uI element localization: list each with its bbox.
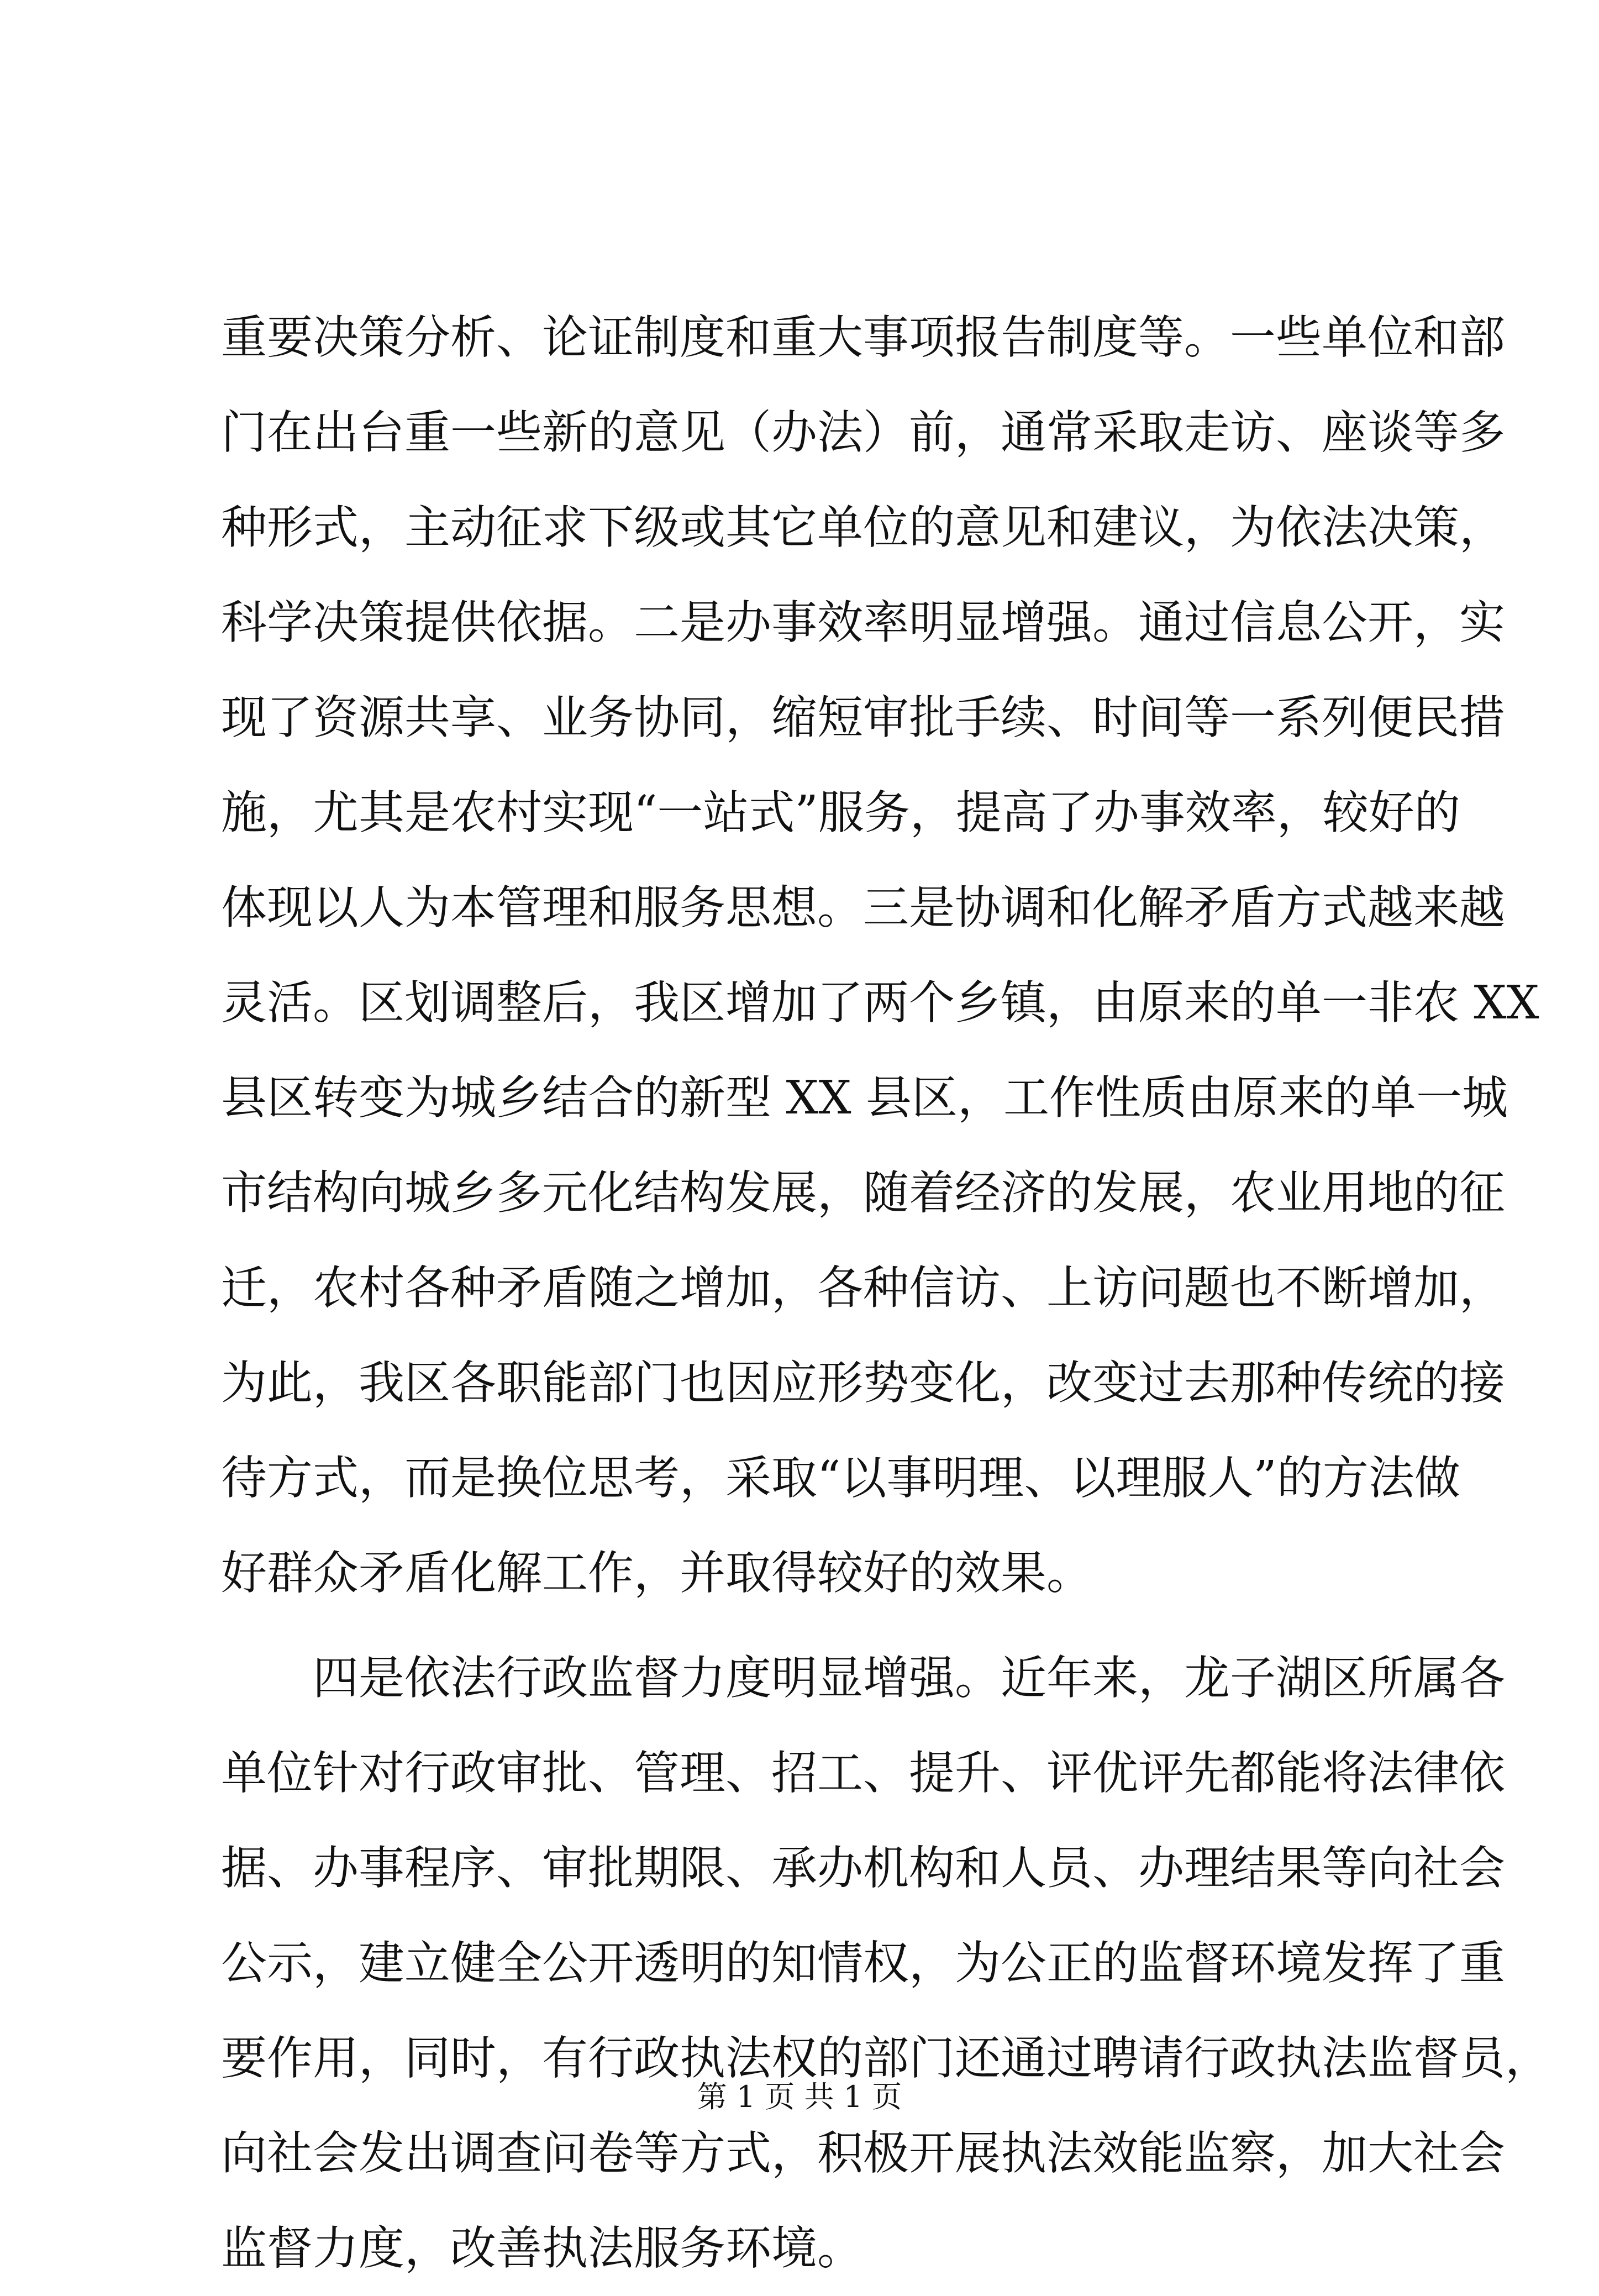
text-line: 门在出台重一些新的意见（办法）前，通常采取走访、座谈等多 bbox=[221, 406, 1505, 459]
page-number: 第 1 页 共 1 页 bbox=[697, 2079, 902, 2114]
text-line: 要作用，同时，有行政执法权的部门还通过聘请行政执法监督员， bbox=[221, 2031, 1551, 2085]
text-line: 单位针对行政审批、管理、招工、提升、评优评先都能将法律依 bbox=[221, 1746, 1505, 1800]
text-line: 重要决策分析、论证制度和重大事项报告制度等。一些单位和部 bbox=[221, 311, 1505, 364]
text-line: 科学决策提供依据。二是办事效率明显增强。通过信息公开，实 bbox=[221, 596, 1505, 649]
text-line: 县区转变为城乡结合的新型 XX 县区，工作性质由原来的单一城 bbox=[221, 1071, 1508, 1125]
page-footer bbox=[0, 2075, 1599, 2119]
text-line: 现了资源共享、业务协同，缩短审批手续、时间等一系列便民措 bbox=[221, 691, 1505, 744]
text-line: 好群众矛盾化解工作，并取得较好的效果。 bbox=[221, 1546, 1092, 1600]
text-line: 施，尤其是农村实现“一站式”服务，提高了办事效率，较好的 bbox=[221, 786, 1460, 839]
text-line: 灵活。区划调整后，我区增加了两个乡镇，由原来的单一非农 XX bbox=[221, 976, 1539, 1029]
paragraph-1 bbox=[221, 290, 1539, 1621]
text-line: 公示，建立健全公开透明的知情权，为公正的监督环境发挥了重 bbox=[221, 1936, 1505, 1990]
text-line: 市结构向城乡多元化结构发展，随着经济的发展，农业用地的征 bbox=[221, 1166, 1505, 1220]
text-line: 迁，农村各种矛盾随之增加，各种信访、上访问题也不断增加， bbox=[221, 1261, 1505, 1315]
text-line: 据、办事程序、审批期限、承办机构和人员、办理结果等向社会 bbox=[221, 1841, 1505, 1895]
text-line: 种形式，主动征求下级或其它单位的意见和建议，为依法决策， bbox=[221, 501, 1505, 554]
text-line: 为此，我区各职能部门也因应形势变化，改变过去那种传统的接 bbox=[221, 1356, 1505, 1410]
text-line: 待方式，而是换位思考，采取“以事明理、以理服人”的方法做 bbox=[221, 1451, 1460, 1505]
paragraph-gap bbox=[221, 1621, 1378, 1631]
text-line: 监督力度，改善执法服务环境。 bbox=[221, 2221, 863, 2275]
text-line: 四是依法行政监督力度明显增强。近年来，龙子湖区所属各 bbox=[221, 1651, 1505, 1705]
text-line: 向社会发出调查问卷等方式，积极开展执法效能监察，加大社会 bbox=[221, 2126, 1505, 2180]
text-line: 体现以人为本管理和服务思想。三是协调和化解矛盾方式越来越 bbox=[221, 881, 1505, 934]
document-body bbox=[221, 290, 1551, 2296]
paragraph-2 bbox=[221, 1631, 1551, 2296]
